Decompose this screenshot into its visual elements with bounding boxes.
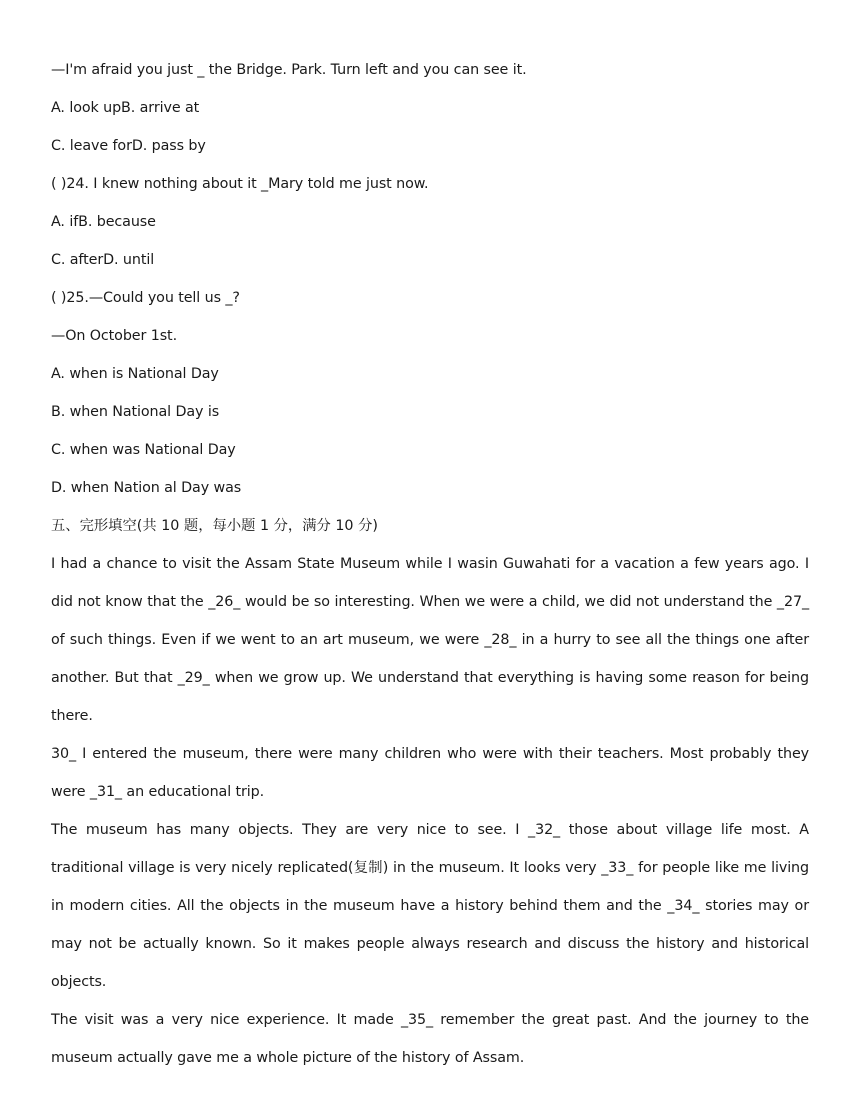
cloze-paragraph-3: The museum has many objects. They are very nice to see. I _32_ those about village life most. A traditional village is very nicely replicated(复制) in the museum. It looks very _33_ for people like me living in modern cities. All the objects in the museum have a history behind them and the _34_ stories may or may not be actually known. So it makes people always research and discuss the history and historical objects. bbox=[51, 822, 809, 990]
q25-option-a: A. when is National Day bbox=[51, 366, 219, 382]
q24-options-cd: C. afterD. until bbox=[51, 252, 155, 268]
cloze-paragraph-1: I had a chance to visit the Assam State Museum while I wasin Guwahati for a vacation a few years ago. I did not know that the _26_ would be so interesting. When we were a child, we did not understand the _27_ of such things. Even if we went to an art museum, we were _28_ in a hurry to see all the things one after another. But that _29_ when we grow up. We understand that everything is having some reason for being there. bbox=[51, 556, 809, 724]
section-5-heading: 五、完形填空(共 10 题，每小题 1 分，满分 10 分) bbox=[51, 518, 378, 534]
q23-answer-line: —I'm afraid you just _ the Bridge. Park. Turn left and you can see it. bbox=[51, 62, 527, 78]
cloze-paragraph-4: The visit was a very nice experience. It made _35_ remember the great past. And the journey to the museum actually gave me a whole picture of the history of Assam. bbox=[51, 1012, 809, 1066]
q23-options-cd: C. leave forD. pass by bbox=[51, 138, 206, 154]
q25-stem: ( )25.—Could you tell us _? bbox=[51, 290, 240, 306]
q23-options-ab: A. look upB. arrive at bbox=[51, 100, 200, 116]
document-page bbox=[51, 51, 809, 1077]
q25-option-d: D. when Nation al Day was bbox=[51, 480, 242, 496]
q24-stem: ( )24. I knew nothing about it _Mary told me just now. bbox=[51, 176, 429, 192]
cloze-paragraph-2: 30_ I entered the museum, there were many children who were with their teachers. Most probably they were _31_ an educational trip. bbox=[51, 746, 809, 800]
q25-answer-line: —On October 1st. bbox=[51, 328, 178, 344]
q24-options-ab: A. ifB. because bbox=[51, 214, 156, 230]
q25-option-b: B. when National Day is bbox=[51, 404, 220, 420]
q25-option-c: C. when was National Day bbox=[51, 442, 236, 458]
